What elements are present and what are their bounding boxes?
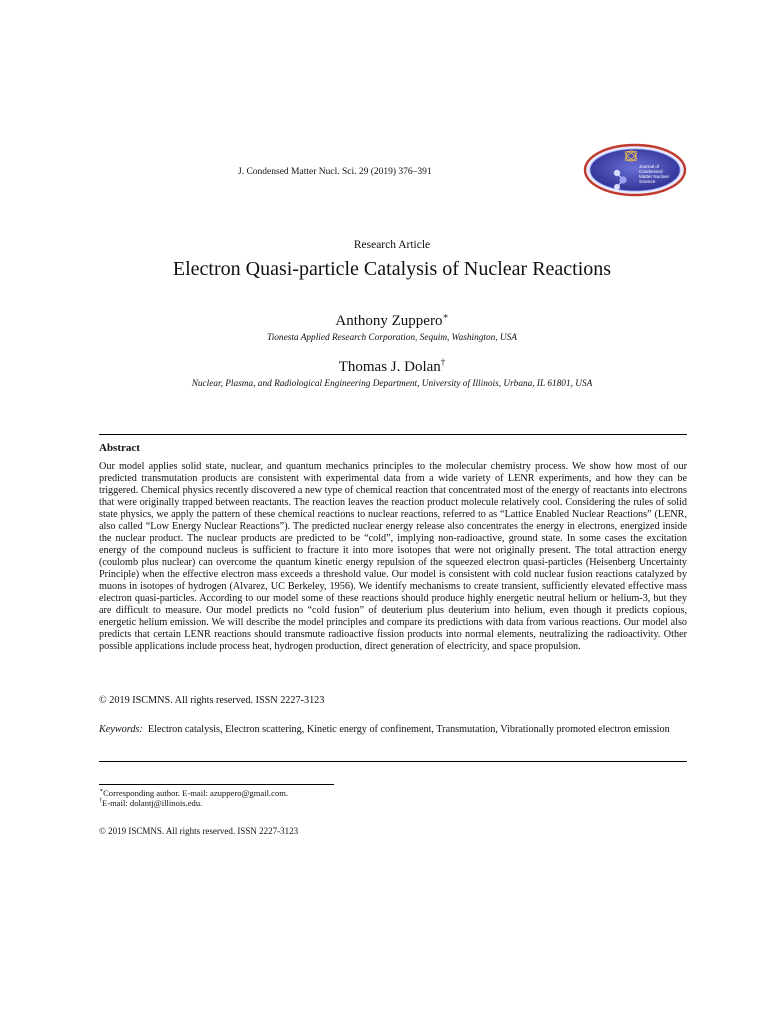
abstract-copyright: © 2019 ISCMNS. All rights reserved. ISSN 2227-3123	[99, 695, 325, 706]
author-2-affiliation: Nuclear, Plasma, and Radiological Engineering Department, University of Illinois, Urbana, IL 61801, USA	[191, 379, 593, 389]
keywords-label: Keywords:	[99, 724, 143, 735]
footer-copyright: © 2019 ISCMNS. All rights reserved. ISSN 2227-3123	[99, 826, 299, 836]
footnote-1-mark: ∗	[99, 788, 104, 794]
logo-text-2: Condensed	[639, 169, 663, 174]
paper-title: Electron Quasi-particle Catalysis of Nuclear Reactions	[172, 258, 612, 280]
author-1-affiliation: Tionesta Applied Research Corporation, Sequim, Washington, USA	[267, 333, 517, 343]
logo-text-4: Science	[639, 179, 656, 184]
author-1-name: Anthony Zuppero	[335, 313, 443, 329]
author-2-name: Thomas J. Dolan	[338, 359, 441, 375]
keywords	[99, 723, 687, 736]
journal-logo	[583, 143, 687, 197]
abstract-heading: Abstract	[99, 442, 140, 454]
footnote-1-text: Corresponding author. E-mail: azuppero@gmail.com.	[103, 787, 289, 798]
logo-text-1: Journal of	[639, 164, 660, 169]
abstract-bottom-rule	[99, 761, 687, 762]
author-1	[0, 311, 768, 330]
footnote-1	[99, 787, 288, 798]
footnote-rule	[99, 784, 334, 785]
author-1-mark: ∗	[442, 311, 449, 321]
logo-text-3: Matter Nuclear	[639, 174, 670, 179]
author-2-mark: †	[440, 357, 446, 367]
author-2	[0, 357, 768, 376]
journal-reference: J. Condensed Matter Nucl. Sci. 29 (2019) 376–391	[238, 167, 432, 177]
footnote-2	[99, 798, 202, 808]
footnote-2-mark: †	[99, 798, 102, 805]
abstract-body: Our model applies solid state, nuclear, and quantum mechanics principles to the molecular chemistry process. We show how most of our predicted transmutation products are consistent with experimental data from a wide variety of LENR experiments, and how they can be triggered. Chemical physics recently discovered a new type of chemical reaction that concentrated most of the energy of reactants into electrons that were originally trapped between reactants. The reaction leaves the reaction product molecule relatively cool. Considering the rules of solid state physics, we apply the pattern of these chemical reactions to nuclear reactions, referred to as “Lattice Enabled Nuclear Reactions” (LENR, also called “Low Energy Nuclear Reactions”). The predicted nuclear energy release also concentrates the energy in electrons, energized inside the nuclear product. The nuclear products are predicted to be “cold”, implying non-radioactive, ground state. In some cases the excitation energy of the compound nucleus is sufficient to fracture it into more isotopes that were not originally present. The total attraction energy (coulomb plus nuclear) can overcome the quantum kinetic energy repulsion of the squeezed electron quasi-particles (Heisenberg Uncertainty Principle) when the effective electron mass exceeds a threshold value. Our model is consistent with cold nuclear fusion reactions catalyzed by muons in isotopes of hydrogen (Alvarez, UC Berkeley, 1956). We identify mechanisms to create transient, sufficiently elevated effective mass electron quasi-particles. According to our model some of these reactions should produce highly energetic neutral helium or helium-3, but they are difficult to measure. Our model predicts no “cold fusion” of deuterium plus deuterium into helium, even though it predicts copious, energetic helium emission. We will describe the model principles and compare its predictions with data from various reactions. Our model also predicts that certain LENR reactions should transmute radioactive fission products into normal elements, neutralizing the radioactivity. Other possible applications include process heat, hydrogen production, direct generation of electricity, and space propulsion.	[99, 461, 687, 652]
keywords-text: Electron catalysis, Electron scattering, Kinetic energy of confinement, Transmutation, Vibrationally promoted electron emission	[147, 724, 670, 735]
article-type: Research Article	[353, 239, 431, 251]
abstract-top-rule	[99, 434, 687, 435]
footnote-2-text: E-mail: dolantj@illinois.edu.	[102, 798, 203, 808]
